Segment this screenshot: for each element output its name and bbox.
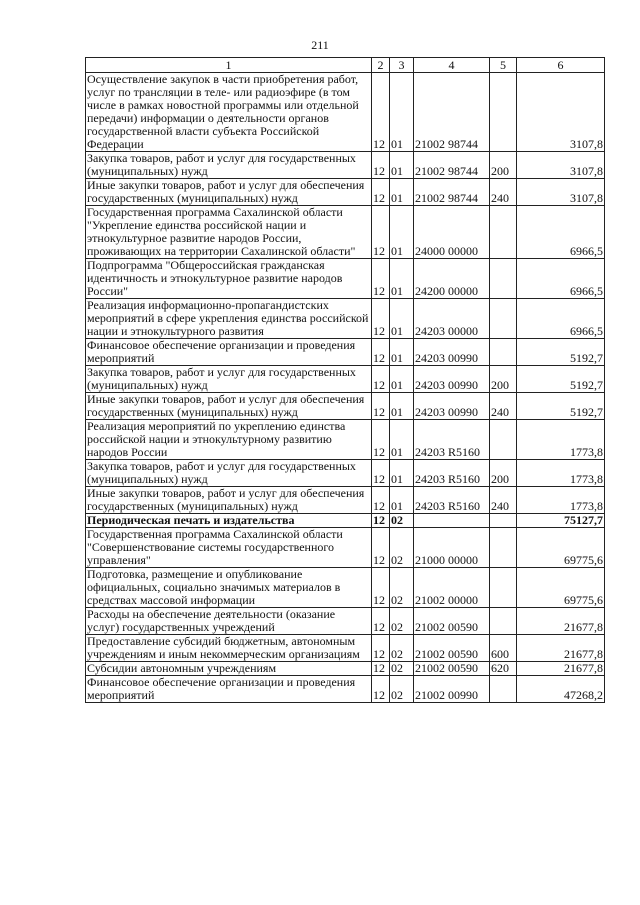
row-expense-type	[490, 568, 517, 608]
row-amount: 21677,8	[517, 608, 605, 635]
row-expense-type: 200	[490, 152, 517, 179]
table-row	[86, 179, 605, 206]
row-subsection-code: 02	[390, 568, 414, 608]
row-name: Предоставление субсидий бюджетным, автономным учреждениям и иным некоммерческим организациям	[86, 635, 372, 662]
row-section-code: 12	[372, 206, 390, 259]
row-section-code: 12	[372, 635, 390, 662]
table-row	[86, 514, 605, 528]
row-amount: 6966,5	[517, 259, 605, 299]
table-row	[86, 152, 605, 179]
column-header: 2	[372, 58, 390, 73]
row-amount: 1773,8	[517, 420, 605, 460]
row-target-article: 21002 00000	[414, 568, 490, 608]
row-amount: 21677,8	[517, 635, 605, 662]
row-expense-type	[490, 514, 517, 528]
row-name: Иные закупки товаров, работ и услуг для обеспечения государственных (муниципальных) нужд	[86, 179, 372, 206]
row-target-article: 21002 00990	[414, 676, 490, 703]
row-target-article: 24203 00990	[414, 393, 490, 420]
row-section-code: 12	[372, 514, 390, 528]
row-target-article	[414, 514, 490, 528]
row-name: Государственная программа Сахалинской области "Укрепление единства российской нации и этнокультурное развитие народов России, проживающих на территории Сахалинской области"	[86, 206, 372, 259]
row-name: Государственная программа Сахалинской области "Совершенствование системы государственного управления"	[86, 528, 372, 568]
table-row	[86, 487, 605, 514]
row-amount: 3107,8	[517, 73, 605, 152]
row-target-article: 21000 00000	[414, 528, 490, 568]
column-header: 1	[86, 58, 372, 73]
row-amount: 3107,8	[517, 179, 605, 206]
row-name: Расходы на обеспечение деятельности (оказание услуг) государственных учреждений	[86, 608, 372, 635]
row-section-code: 12	[372, 299, 390, 339]
row-amount: 5192,7	[517, 339, 605, 366]
row-subsection-code: 01	[390, 179, 414, 206]
row-name: Закупка товаров, работ и услуг для государственных (муниципальных) нужд	[86, 152, 372, 179]
row-subsection-code: 01	[390, 339, 414, 366]
row-section-code: 12	[372, 152, 390, 179]
row-name: Осуществление закупок в части приобретения работ, услуг по трансляции в теле- или радиоэфире (в том числе в рамках новостной программы или отдельной передачи) информации о деятельности органов государственной власти субъекта Российской Федерации	[86, 73, 372, 152]
row-subsection-code: 01	[390, 393, 414, 420]
row-expense-type: 240	[490, 393, 517, 420]
row-name: Подпрограмма "Общероссийская гражданская идентичность и этнокультурное развитие народов России"	[86, 259, 372, 299]
row-name: Реализация мероприятий по укреплению единства российской нации и этнокультурному развитию народов России	[86, 420, 372, 460]
table-row	[86, 635, 605, 662]
row-amount: 47268,2	[517, 676, 605, 703]
table-row	[86, 662, 605, 676]
row-name: Субсидии автономным учреждениям	[86, 662, 372, 676]
row-subsection-code: 02	[390, 514, 414, 528]
table-header-row	[86, 58, 605, 73]
row-expense-type	[490, 339, 517, 366]
row-subsection-code: 01	[390, 420, 414, 460]
row-expense-type: 240	[490, 487, 517, 514]
row-expense-type: 600	[490, 635, 517, 662]
row-amount: 5192,7	[517, 366, 605, 393]
row-name: Иные закупки товаров, работ и услуг для обеспечения государственных (муниципальных) нужд	[86, 487, 372, 514]
column-header: 4	[414, 58, 490, 73]
row-amount: 1773,8	[517, 460, 605, 487]
row-amount: 6966,5	[517, 299, 605, 339]
table-row	[86, 259, 605, 299]
row-target-article: 21002 00590	[414, 662, 490, 676]
row-expense-type	[490, 420, 517, 460]
row-expense-type: 620	[490, 662, 517, 676]
row-section-code: 12	[372, 259, 390, 299]
row-section-code: 12	[372, 662, 390, 676]
row-amount: 1773,8	[517, 487, 605, 514]
row-section-code: 12	[372, 676, 390, 703]
row-subsection-code: 02	[390, 528, 414, 568]
table-row	[86, 568, 605, 608]
row-section-code: 12	[372, 568, 390, 608]
row-subsection-code: 01	[390, 299, 414, 339]
row-target-article: 21002 00590	[414, 608, 490, 635]
row-amount: 5192,7	[517, 393, 605, 420]
table-row	[86, 460, 605, 487]
row-amount: 3107,8	[517, 152, 605, 179]
table-row	[86, 366, 605, 393]
row-expense-type: 200	[490, 366, 517, 393]
row-section-code: 12	[372, 460, 390, 487]
row-subsection-code: 02	[390, 608, 414, 635]
row-amount: 69775,6	[517, 528, 605, 568]
row-target-article: 24203 00990	[414, 339, 490, 366]
row-target-article: 24203 00990	[414, 366, 490, 393]
row-expense-type	[490, 73, 517, 152]
budget-table	[85, 57, 605, 703]
row-expense-type	[490, 299, 517, 339]
table-row	[86, 608, 605, 635]
row-section-code: 12	[372, 528, 390, 568]
row-subsection-code: 01	[390, 152, 414, 179]
row-amount: 6966,5	[517, 206, 605, 259]
table-row	[86, 393, 605, 420]
row-subsection-code: 01	[390, 259, 414, 299]
table-row	[86, 528, 605, 568]
row-subsection-code: 01	[390, 487, 414, 514]
row-name: Закупка товаров, работ и услуг для государственных (муниципальных) нужд	[86, 366, 372, 393]
row-name: Закупка товаров, работ и услуг для государственных (муниципальных) нужд	[86, 460, 372, 487]
table-row	[86, 73, 605, 152]
row-target-article: 24200 00000	[414, 259, 490, 299]
row-target-article: 21002 98744	[414, 179, 490, 206]
row-subsection-code: 01	[390, 73, 414, 152]
row-target-article: 24000 00000	[414, 206, 490, 259]
row-subsection-code: 02	[390, 662, 414, 676]
row-expense-type	[490, 528, 517, 568]
table-row	[86, 299, 605, 339]
row-subsection-code: 01	[390, 460, 414, 487]
column-header: 6	[517, 58, 605, 73]
table-row	[86, 420, 605, 460]
row-name: Реализация информационно-пропагандистских мероприятий в сфере укрепления единства российской нации и этнокультурного развития	[86, 299, 372, 339]
row-expense-type	[490, 259, 517, 299]
row-section-code: 12	[372, 487, 390, 514]
row-name: Финансовое обеспечение организации и проведения мероприятий	[86, 339, 372, 366]
row-amount: 69775,6	[517, 568, 605, 608]
row-subsection-code: 01	[390, 206, 414, 259]
row-expense-type: 240	[490, 179, 517, 206]
row-section-code: 12	[372, 179, 390, 206]
table-row	[86, 339, 605, 366]
table-row	[86, 676, 605, 703]
row-section-code: 12	[372, 339, 390, 366]
row-name: Подготовка, размещение и опубликование официальных, социально значимых материалов в средствах массовой информации	[86, 568, 372, 608]
row-expense-type	[490, 676, 517, 703]
row-subsection-code: 01	[390, 366, 414, 393]
row-amount: 75127,7	[517, 514, 605, 528]
row-section-code: 12	[372, 608, 390, 635]
row-target-article: 24203 R5160	[414, 487, 490, 514]
row-section-code: 12	[372, 73, 390, 152]
row-expense-type	[490, 206, 517, 259]
row-expense-type: 200	[490, 460, 517, 487]
page-number: 211	[311, 38, 329, 52]
row-subsection-code: 02	[390, 635, 414, 662]
row-name: Финансовое обеспечение организации и проведения мероприятий	[86, 676, 372, 703]
row-section-code: 12	[372, 366, 390, 393]
row-name: Периодическая печать и издательства	[86, 514, 372, 528]
row-target-article: 24203 00000	[414, 299, 490, 339]
row-section-code: 12	[372, 420, 390, 460]
row-target-article: 24203 R5160	[414, 420, 490, 460]
row-amount: 21677,8	[517, 662, 605, 676]
row-expense-type	[490, 608, 517, 635]
row-target-article: 21002 00590	[414, 635, 490, 662]
row-target-article: 24203 R5160	[414, 460, 490, 487]
row-name: Иные закупки товаров, работ и услуг для обеспечения государственных (муниципальных) нужд	[86, 393, 372, 420]
row-subsection-code: 02	[390, 676, 414, 703]
column-header: 3	[390, 58, 414, 73]
table-row	[86, 206, 605, 259]
row-target-article: 21002 98744	[414, 73, 490, 152]
row-section-code: 12	[372, 393, 390, 420]
row-target-article: 21002 98744	[414, 152, 490, 179]
column-header: 5	[490, 58, 517, 73]
